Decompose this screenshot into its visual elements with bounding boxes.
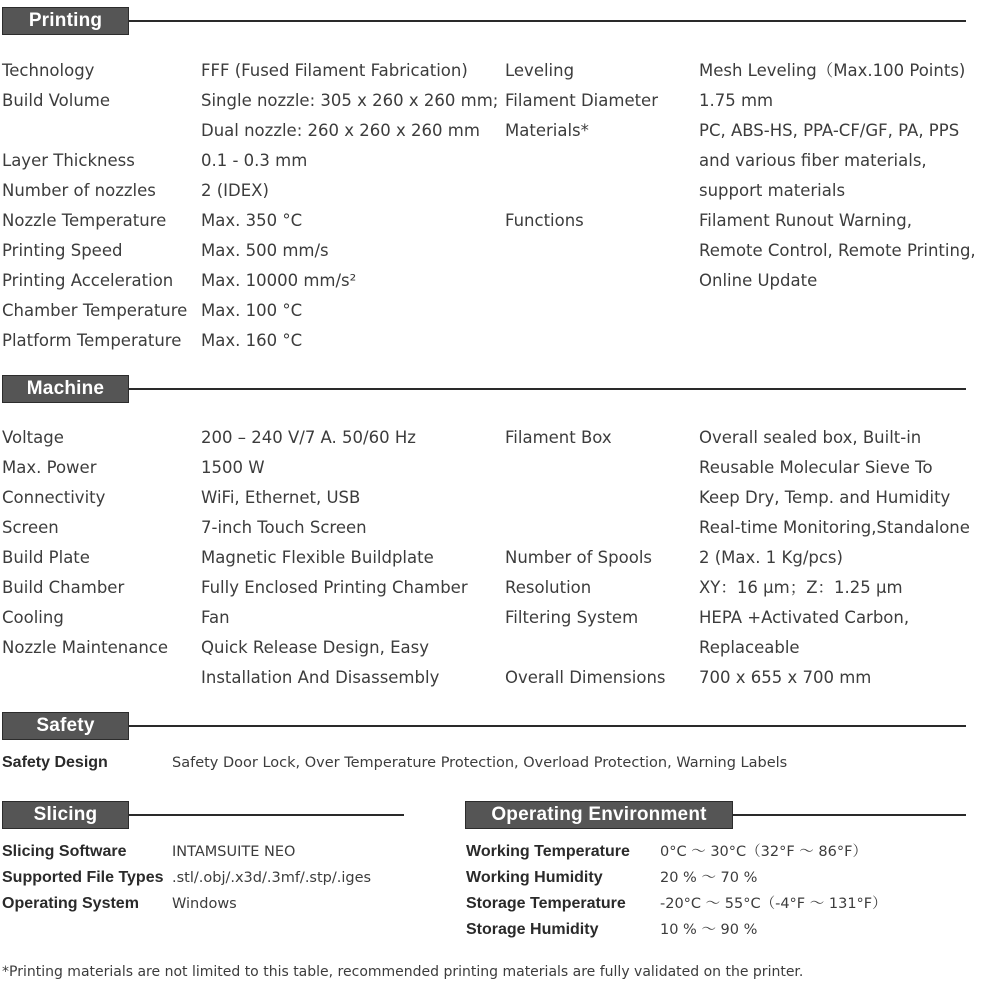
spec-row — [0, 86, 983, 116]
spec-label: Safety Design — [2, 754, 108, 771]
spec-label: Build Volume — [2, 91, 111, 110]
spec-value: 7-inch Touch Screen — [201, 518, 367, 537]
spec-label: Nozzle Maintenance — [2, 638, 168, 657]
spec-value: Max. 500 mm/s — [201, 241, 329, 260]
spec-label: Slicing Software — [2, 843, 127, 860]
spec-value: Online Update — [699, 271, 818, 290]
materials-footnote: *Printing materials are not limited to this table, recommended printing materials are fully validated on the printer. — [2, 964, 804, 980]
spec-label: Supported File Types — [2, 869, 164, 886]
spec-label: Voltage — [2, 428, 64, 447]
spec-label: Filtering System — [505, 608, 639, 627]
safety-section-header — [0, 712, 983, 742]
machine-section-title: Machine — [2, 375, 129, 403]
spec-value: Mesh Leveling（Max.100 Points) — [699, 61, 966, 80]
spec-row — [0, 116, 983, 146]
spec-value: Keep Dry, Temp. and Humidity — [699, 488, 951, 507]
spec-value: PC, ABS-HS, PPA-CF/GF, PA, PPS — [699, 121, 960, 140]
spec-label: Max. Power — [2, 458, 97, 477]
spec-row — [0, 176, 983, 206]
spec-label: Operating System — [2, 895, 139, 912]
section-divider — [129, 725, 966, 727]
spec-value: Quick Release Design, Easy — [201, 638, 429, 657]
spec-value: Fan — [201, 608, 230, 627]
spec-value: Safety Door Lock, Over Temperature Protection, Overload Protection, Warning Labels — [172, 755, 788, 771]
spec-label: Printing Speed — [2, 241, 123, 260]
printing-section-header — [0, 7, 983, 37]
spec-value: Reusable Molecular Sieve To — [699, 458, 933, 477]
spec-value: 700 x 655 x 700 mm — [699, 668, 872, 687]
spec-label: Build Chamber — [2, 578, 125, 597]
spec-row — [0, 326, 983, 356]
section-divider — [733, 814, 966, 816]
environment-section-header — [463, 801, 983, 831]
spec-label: Number of Spools — [505, 548, 652, 567]
spec-label: Materials* — [505, 121, 589, 140]
spec-label: Cooling — [2, 608, 64, 627]
spec-value: 1500 W — [201, 458, 265, 477]
spec-row — [0, 573, 983, 603]
section-divider — [129, 20, 966, 22]
spec-value: .stl/.obj/.x3d/.3mf/.stp/.iges — [172, 870, 372, 886]
spec-label: Number of nozzles — [2, 181, 156, 200]
spec-row — [0, 483, 983, 513]
spec-value: and various fiber materials, — [699, 151, 927, 170]
printing-section-title: Printing — [2, 7, 129, 35]
spec-row — [0, 750, 983, 780]
spec-row — [0, 146, 983, 176]
spec-label: Functions — [505, 211, 584, 230]
spec-label: Filament Box — [505, 428, 612, 447]
spec-label: Leveling — [505, 61, 575, 80]
spec-label: Overall Dimensions — [505, 668, 666, 687]
spec-row — [0, 266, 983, 296]
spec-value: 2 (IDEX) — [201, 181, 269, 200]
spec-value: Fully Enclosed Printing Chamber — [201, 578, 468, 597]
spec-row — [0, 633, 983, 663]
spec-value: 10 % ～ 90 % — [660, 922, 758, 938]
spec-label: Screen — [2, 518, 59, 537]
spec-label: Working Humidity — [466, 869, 603, 886]
spec-row — [0, 423, 983, 453]
spec-value: Dual nozzle: 260 x 260 x 260 mm — [201, 121, 480, 140]
spec-value: FFF (Fused Filament Fabrication) — [201, 61, 468, 80]
spec-value: 0.1 - 0.3 mm — [201, 151, 308, 170]
spec-value: 2 (Max. 1 Kg/pcs) — [699, 548, 843, 567]
spec-value: Overall sealed box, Built-in — [699, 428, 922, 447]
spec-label: Connectivity — [2, 488, 106, 507]
spec-label: Storage Humidity — [466, 921, 599, 938]
spec-value: Magnetic Flexible Buildplate — [201, 548, 434, 567]
spec-label: Storage Temperature — [466, 895, 626, 912]
slicing-section-header — [0, 801, 410, 831]
spec-row — [0, 603, 983, 633]
spec-value: Installation And Disassembly — [201, 668, 440, 687]
spec-label: Working Temperature — [466, 843, 630, 860]
spec-value: Max. 100 °C — [201, 301, 303, 320]
spec-value: support materials — [699, 181, 846, 200]
spec-value: Max. 10000 mm/s² — [201, 271, 357, 290]
spec-row — [0, 296, 983, 326]
environment-section-title: Operating Environment — [465, 801, 733, 829]
spec-label: Printing Acceleration — [2, 271, 174, 290]
spec-row — [0, 56, 983, 86]
spec-label: Filament Diameter — [505, 91, 658, 110]
spec-value: Max. 350 °C — [201, 211, 303, 230]
spec-value: -20°C ～ 55°C（-4°F ～ 131°F） — [660, 896, 887, 912]
spec-label: Build Plate — [2, 548, 90, 567]
spec-row — [0, 917, 983, 947]
spec-value: Filament Runout Warning, — [699, 211, 912, 230]
safety-section-title: Safety — [2, 712, 129, 740]
machine-section-header — [0, 375, 983, 405]
spec-value: Windows — [172, 896, 237, 912]
spec-row — [0, 543, 983, 573]
spec-row — [0, 513, 983, 543]
spec-label: Resolution — [505, 578, 592, 597]
spec-row — [0, 453, 983, 483]
spec-value: INTAMSUITE NEO — [172, 844, 296, 860]
spec-value: XY：16 μm；Z：1.25 μm — [699, 578, 903, 597]
section-divider — [129, 814, 404, 816]
spec-label: Layer Thickness — [2, 151, 135, 170]
spec-value: Real-time Monitoring,Standalone — [699, 518, 970, 537]
spec-value: 200 – 240 V/7 A. 50/60 Hz — [201, 428, 416, 447]
spec-value: Remote Control, Remote Printing, — [699, 241, 976, 260]
spec-row — [0, 236, 983, 266]
spec-row — [0, 663, 983, 693]
spec-value: HEPA +Activated Carbon, — [699, 608, 910, 627]
spec-label: Nozzle Temperature — [2, 211, 167, 230]
slicing-section-title: Slicing — [2, 801, 129, 829]
spec-value: WiFi, Ethernet, USB — [201, 488, 361, 507]
spec-label: Platform Temperature — [2, 331, 182, 350]
spec-label: Technology — [2, 61, 95, 80]
section-divider — [129, 388, 966, 390]
spec-value: 1.75 mm — [699, 91, 774, 110]
spec-label: Chamber Temperature — [2, 301, 188, 320]
spec-value: Replaceable — [699, 638, 800, 657]
spec-value: 20 % ～ 70 % — [660, 870, 758, 886]
spec-value: Single nozzle: 305 x 260 x 260 mm; — [201, 91, 499, 110]
spec-value: Max. 160 °C — [201, 331, 303, 350]
spec-row — [0, 206, 983, 236]
spec-value: 0°C ～ 30°C（32°F ～ 86°F） — [660, 844, 867, 860]
